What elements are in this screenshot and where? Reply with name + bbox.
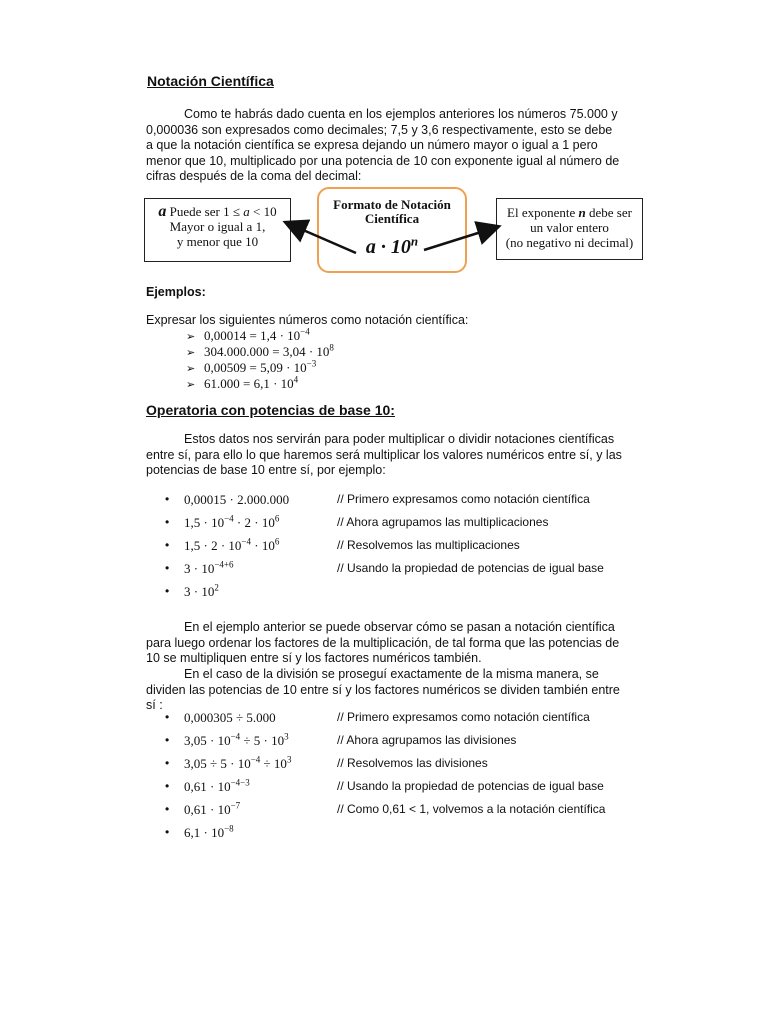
arrow-bullet-icon: ➢ xyxy=(186,378,196,391)
bullet-icon: • xyxy=(165,515,170,529)
bullet-icon: • xyxy=(165,802,170,816)
bullet-icon: • xyxy=(165,492,170,506)
bullet-icon: • xyxy=(165,710,170,724)
bullet-icon: • xyxy=(165,825,170,839)
left-box-line3: y menor que 10 xyxy=(176,234,259,249)
right-box-line1: El exponente n debe ser xyxy=(507,205,632,220)
examples-instruction: Expresar los siguientes números como notación científica: xyxy=(146,313,469,327)
example-item: ➢ $61.000 = 6,1 \cdot 10^4$ xyxy=(186,374,299,391)
page-title: Notación Científica xyxy=(147,73,274,89)
bullet-icon: • xyxy=(165,561,170,575)
intro-paragraph: Como te habrás dado cuenta en los ejemplos anteriores los números 75.000 y 0,000036 son expresados como decimales; 7,5 y 3,6 respectivamente, esto se debe a que la notación científica se expresa dejando un número mayor o igual a 1 pero menor que 10, multiplicado por una potencia de 10 con exponente igual al número de cifras después de la coma del decimal: xyxy=(146,107,620,183)
arrow-bullet-icon: ➢ xyxy=(186,346,196,359)
bullet-icon: • xyxy=(165,779,170,793)
example-item: ➢ $304.000.000 = 3,04 \cdot 10^8$ xyxy=(186,342,334,359)
division-paragraph: En el caso de la división se proseguí exactamente de la misma manera, se dividen las potencias de 10 entre sí y los factores numéricos se dividen también entre sí : xyxy=(146,667,620,712)
format-formula: $a \cdot 10^n$ xyxy=(365,233,419,258)
right-box-line2: un valor entero xyxy=(530,220,609,235)
right-box-line3: (no negativo ni decimal) xyxy=(505,235,634,250)
bullet-icon: • xyxy=(165,584,170,598)
left-box-line1: a Puede ser 1 ≤ a < 10 xyxy=(158,203,277,220)
explanation-paragraph: En el ejemplo anterior se puede observar cómo se pasan a notación científica para luego ordenar los factores de la multiplicación, de tal forma que las potencias de 10 se multipliquen entre sí y los factores numéricos también. xyxy=(146,620,620,665)
bullet-icon: • xyxy=(165,733,170,747)
section-heading: Operatoria con potencias de base 10: xyxy=(146,402,395,418)
examples-heading: Ejemplos: xyxy=(146,285,206,299)
format-title-1: Formato de Notación xyxy=(333,197,451,212)
arrow-bullet-icon: ➢ xyxy=(186,330,196,343)
left-arrow xyxy=(287,223,356,253)
arrow-bullet-icon: ➢ xyxy=(186,362,196,375)
example-item: ➢ $0,00509 = 5,09 \cdot 10^{-3}$ xyxy=(186,358,317,375)
left-box-line2: Mayor o igual a 1, xyxy=(169,219,266,234)
diagram-arrows xyxy=(0,0,768,300)
bullet-icon: • xyxy=(165,538,170,552)
format-title-2: Científica xyxy=(364,211,420,226)
bullet-icon: • xyxy=(165,756,170,770)
section-paragraph: Estos datos nos servirán para poder multiplicar o dividir notaciones científicas entre sí, para ello lo que haremos será multiplicar los valores numéricos entre sí, y las potencias de base 10 entre sí, por ejemplo: xyxy=(146,432,622,477)
example-item: ➢ $0,00014 = 1,4 \cdot 10^{-4}$ xyxy=(186,326,310,343)
right-arrow xyxy=(424,227,497,250)
